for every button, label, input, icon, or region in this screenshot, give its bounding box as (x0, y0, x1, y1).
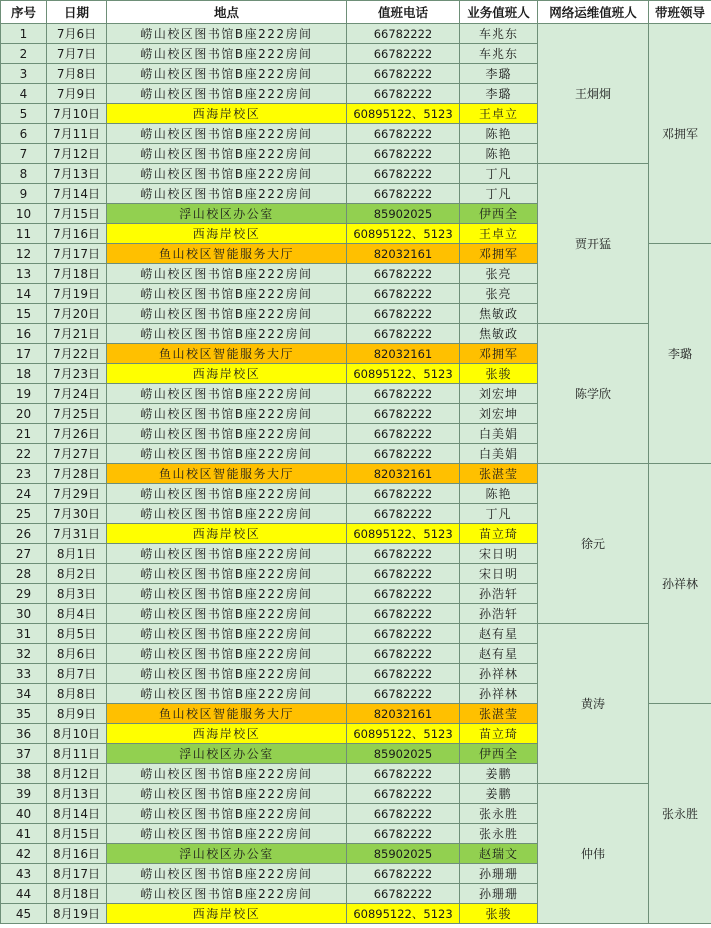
cell-date: 7月13日 (47, 164, 107, 184)
cell-place: 崂山校区图书馆B座222房间 (107, 84, 347, 104)
cell-phone: 82032161 (347, 244, 460, 264)
header-business-staff: 业务值班人 (460, 1, 538, 24)
cell-business-staff: 伊西全 (460, 204, 538, 224)
cell-business-staff: 宋日明 (460, 544, 538, 564)
cell-place: 崂山校区图书馆B座222房间 (107, 864, 347, 884)
cell-phone: 60895122、5123 (347, 104, 460, 124)
cell-business-staff: 孙祥林 (460, 684, 538, 704)
cell-business-staff: 王卓立 (460, 224, 538, 244)
cell-place: 崂山校区图书馆B座222房间 (107, 444, 347, 464)
cell-date: 7月24日 (47, 384, 107, 404)
cell-business-staff: 陈艳 (460, 484, 538, 504)
cell-seq: 45 (1, 904, 47, 924)
cell-date: 7月27日 (47, 444, 107, 464)
header-date: 日期 (47, 1, 107, 24)
table-row (1, 164, 711, 184)
cell-business-staff: 李璐 (460, 84, 538, 104)
cell-date: 8月11日 (47, 744, 107, 764)
cell-date: 7月30日 (47, 504, 107, 524)
cell-place: 崂山校区图书馆B座222房间 (107, 304, 347, 324)
cell-seq: 35 (1, 704, 47, 724)
cell-network-staff: 陈学欣 (538, 324, 649, 464)
cell-seq: 2 (1, 44, 47, 64)
cell-business-staff: 车兆东 (460, 24, 538, 44)
cell-seq: 43 (1, 864, 47, 884)
table-row (1, 624, 711, 644)
cell-phone: 66782222 (347, 164, 460, 184)
cell-place: 浮山校区办公室 (107, 204, 347, 224)
cell-place: 崂山校区图书馆B座222房间 (107, 604, 347, 624)
cell-phone: 66782222 (347, 684, 460, 704)
cell-seq: 3 (1, 64, 47, 84)
cell-leader: 邓拥军 (649, 24, 711, 244)
cell-place: 崂山校区图书馆B座222房间 (107, 544, 347, 564)
cell-date: 8月6日 (47, 644, 107, 664)
cell-leader: 李璐 (649, 244, 711, 464)
cell-business-staff: 伊西全 (460, 744, 538, 764)
cell-business-staff: 白美娟 (460, 444, 538, 464)
cell-business-staff: 赵有星 (460, 644, 538, 664)
cell-seq: 13 (1, 264, 47, 284)
cell-place: 鱼山校区智能服务大厅 (107, 464, 347, 484)
table-row (1, 24, 711, 44)
cell-place: 西海岸校区 (107, 724, 347, 744)
cell-business-staff: 张永胜 (460, 804, 538, 824)
cell-seq: 24 (1, 484, 47, 504)
cell-network-staff: 黄涛 (538, 624, 649, 784)
cell-phone: 66782222 (347, 444, 460, 464)
cell-seq: 41 (1, 824, 47, 844)
cell-phone: 66782222 (347, 144, 460, 164)
cell-business-staff: 丁凡 (460, 184, 538, 204)
cell-phone: 66782222 (347, 584, 460, 604)
cell-place: 崂山校区图书馆B座222房间 (107, 884, 347, 904)
cell-place: 崂山校区图书馆B座222房间 (107, 404, 347, 424)
cell-phone: 66782222 (347, 544, 460, 564)
cell-place: 崂山校区图书馆B座222房间 (107, 24, 347, 44)
cell-place: 浮山校区办公室 (107, 844, 347, 864)
cell-place: 崂山校区图书馆B座222房间 (107, 784, 347, 804)
cell-phone: 66782222 (347, 884, 460, 904)
cell-place: 崂山校区图书馆B座222房间 (107, 324, 347, 344)
cell-network-staff: 仲伟 (538, 784, 649, 924)
table-row (1, 464, 711, 484)
cell-place: 西海岸校区 (107, 524, 347, 544)
cell-phone: 85902025 (347, 844, 460, 864)
cell-business-staff: 焦敏政 (460, 324, 538, 344)
cell-phone: 66782222 (347, 804, 460, 824)
cell-network-staff: 贾开猛 (538, 164, 649, 324)
cell-seq: 4 (1, 84, 47, 104)
cell-phone: 66782222 (347, 864, 460, 884)
cell-date: 8月14日 (47, 804, 107, 824)
cell-seq: 42 (1, 844, 47, 864)
cell-date: 8月9日 (47, 704, 107, 724)
cell-phone: 85902025 (347, 744, 460, 764)
cell-date: 7月14日 (47, 184, 107, 204)
cell-phone: 60895122、5123 (347, 224, 460, 244)
cell-date: 8月3日 (47, 584, 107, 604)
cell-date: 7月16日 (47, 224, 107, 244)
cell-seq: 9 (1, 184, 47, 204)
cell-place: 崂山校区图书馆B座222房间 (107, 284, 347, 304)
cell-business-staff: 张湛莹 (460, 464, 538, 484)
cell-phone: 66782222 (347, 184, 460, 204)
cell-phone: 66782222 (347, 404, 460, 424)
cell-place: 崂山校区图书馆B座222房间 (107, 584, 347, 604)
cell-seq: 32 (1, 644, 47, 664)
cell-business-staff: 苗立琦 (460, 724, 538, 744)
cell-place: 西海岸校区 (107, 364, 347, 384)
cell-place: 崂山校区图书馆B座222房间 (107, 144, 347, 164)
cell-phone: 66782222 (347, 484, 460, 504)
cell-phone: 66782222 (347, 604, 460, 624)
cell-place: 崂山校区图书馆B座222房间 (107, 424, 347, 444)
cell-business-staff: 宋日明 (460, 564, 538, 584)
cell-date: 7月18日 (47, 264, 107, 284)
cell-seq: 20 (1, 404, 47, 424)
cell-place: 崂山校区图书馆B座222房间 (107, 504, 347, 524)
cell-seq: 26 (1, 524, 47, 544)
cell-phone: 66782222 (347, 764, 460, 784)
cell-seq: 23 (1, 464, 47, 484)
cell-date: 7月29日 (47, 484, 107, 504)
cell-seq: 28 (1, 564, 47, 584)
cell-seq: 1 (1, 24, 47, 44)
cell-seq: 31 (1, 624, 47, 644)
cell-seq: 34 (1, 684, 47, 704)
cell-date: 7月10日 (47, 104, 107, 124)
cell-phone: 66782222 (347, 64, 460, 84)
cell-phone: 66782222 (347, 664, 460, 684)
cell-phone: 82032161 (347, 464, 460, 484)
cell-place: 崂山校区图书馆B座222房间 (107, 824, 347, 844)
cell-phone: 66782222 (347, 784, 460, 804)
cell-phone: 60895122、5123 (347, 904, 460, 924)
cell-phone: 60895122、5123 (347, 524, 460, 544)
cell-seq: 7 (1, 144, 47, 164)
cell-date: 7月19日 (47, 284, 107, 304)
cell-seq: 38 (1, 764, 47, 784)
schedule-body (1, 24, 711, 924)
cell-place: 崂山校区图书馆B座222房间 (107, 164, 347, 184)
cell-date: 8月17日 (47, 864, 107, 884)
cell-date: 7月6日 (47, 24, 107, 44)
cell-business-staff: 邓拥军 (460, 344, 538, 364)
cell-place: 崂山校区图书馆B座222房间 (107, 124, 347, 144)
cell-place: 崂山校区图书馆B座222房间 (107, 64, 347, 84)
cell-business-staff: 李璐 (460, 64, 538, 84)
header-place: 地点 (107, 1, 347, 24)
cell-date: 7月9日 (47, 84, 107, 104)
cell-date: 7月20日 (47, 304, 107, 324)
cell-date: 8月12日 (47, 764, 107, 784)
cell-seq: 15 (1, 304, 47, 324)
cell-business-staff: 车兆东 (460, 44, 538, 64)
cell-seq: 10 (1, 204, 47, 224)
cell-seq: 8 (1, 164, 47, 184)
cell-business-staff: 赵有星 (460, 624, 538, 644)
cell-phone: 66782222 (347, 264, 460, 284)
table-row (1, 324, 711, 344)
cell-date: 7月23日 (47, 364, 107, 384)
cell-phone: 66782222 (347, 44, 460, 64)
cell-place: 崂山校区图书馆B座222房间 (107, 44, 347, 64)
cell-business-staff: 孙浩轩 (460, 584, 538, 604)
cell-place: 崂山校区图书馆B座222房间 (107, 624, 347, 644)
cell-seq: 14 (1, 284, 47, 304)
cell-seq: 5 (1, 104, 47, 124)
cell-date: 7月31日 (47, 524, 107, 544)
cell-phone: 66782222 (347, 84, 460, 104)
cell-phone: 66782222 (347, 624, 460, 644)
cell-place: 鱼山校区智能服务大厅 (107, 244, 347, 264)
cell-date: 8月18日 (47, 884, 107, 904)
cell-business-staff: 丁凡 (460, 504, 538, 524)
cell-leader: 张永胜 (649, 704, 711, 924)
header-network-staff: 网络运维值班人 (538, 1, 649, 24)
cell-network-staff: 徐元 (538, 464, 649, 624)
cell-network-staff: 王炯炯 (538, 24, 649, 164)
cell-date: 8月15日 (47, 824, 107, 844)
cell-business-staff: 姜鹏 (460, 784, 538, 804)
cell-date: 7月17日 (47, 244, 107, 264)
cell-phone: 82032161 (347, 344, 460, 364)
header-leader: 带班领导 (649, 1, 711, 24)
cell-seq: 33 (1, 664, 47, 684)
cell-phone: 66782222 (347, 24, 460, 44)
cell-seq: 21 (1, 424, 47, 444)
cell-phone: 66782222 (347, 324, 460, 344)
cell-phone: 85902025 (347, 204, 460, 224)
cell-seq: 17 (1, 344, 47, 364)
cell-place: 崂山校区图书馆B座222房间 (107, 384, 347, 404)
cell-place: 崂山校区图书馆B座222房间 (107, 484, 347, 504)
cell-phone: 66782222 (347, 284, 460, 304)
cell-business-staff: 孙祥林 (460, 664, 538, 684)
cell-seq: 27 (1, 544, 47, 564)
cell-seq: 16 (1, 324, 47, 344)
cell-business-staff: 邓拥军 (460, 244, 538, 264)
cell-business-staff: 张骏 (460, 904, 538, 924)
table-row (1, 784, 711, 804)
cell-date: 7月8日 (47, 64, 107, 84)
cell-phone: 82032161 (347, 704, 460, 724)
cell-leader: 孙祥林 (649, 464, 711, 704)
cell-date: 8月1日 (47, 544, 107, 564)
header-phone: 值班电话 (347, 1, 460, 24)
cell-seq: 25 (1, 504, 47, 524)
cell-date: 7月28日 (47, 464, 107, 484)
cell-seq: 37 (1, 744, 47, 764)
cell-seq: 29 (1, 584, 47, 604)
cell-seq: 19 (1, 384, 47, 404)
cell-place: 鱼山校区智能服务大厅 (107, 704, 347, 724)
cell-place: 西海岸校区 (107, 104, 347, 124)
cell-phone: 66782222 (347, 424, 460, 444)
cell-business-staff: 姜鹏 (460, 764, 538, 784)
cell-date: 7月11日 (47, 124, 107, 144)
cell-date: 8月16日 (47, 844, 107, 864)
cell-business-staff: 张湛莹 (460, 704, 538, 724)
cell-business-staff: 张亮 (460, 264, 538, 284)
cell-seq: 39 (1, 784, 47, 804)
header-row (1, 1, 711, 24)
cell-seq: 36 (1, 724, 47, 744)
cell-place: 崂山校区图书馆B座222房间 (107, 804, 347, 824)
cell-business-staff: 白美娟 (460, 424, 538, 444)
cell-seq: 22 (1, 444, 47, 464)
cell-phone: 66782222 (347, 124, 460, 144)
cell-phone: 66782222 (347, 644, 460, 664)
cell-phone: 60895122、5123 (347, 364, 460, 384)
cell-business-staff: 丁凡 (460, 164, 538, 184)
cell-date: 7月7日 (47, 44, 107, 64)
cell-business-staff: 刘宏坤 (460, 404, 538, 424)
cell-date: 8月2日 (47, 564, 107, 584)
cell-business-staff: 焦敏政 (460, 304, 538, 324)
cell-seq: 11 (1, 224, 47, 244)
cell-business-staff: 陈艳 (460, 124, 538, 144)
cell-date: 8月13日 (47, 784, 107, 804)
cell-place: 西海岸校区 (107, 224, 347, 244)
cell-business-staff: 孙浩轩 (460, 604, 538, 624)
cell-phone: 66782222 (347, 824, 460, 844)
cell-date: 8月4日 (47, 604, 107, 624)
cell-date: 8月7日 (47, 664, 107, 684)
cell-place: 浮山校区办公室 (107, 744, 347, 764)
cell-place: 鱼山校区智能服务大厅 (107, 344, 347, 364)
cell-business-staff: 张亮 (460, 284, 538, 304)
cell-place: 崂山校区图书馆B座222房间 (107, 264, 347, 284)
cell-place: 崂山校区图书馆B座222房间 (107, 764, 347, 784)
cell-business-staff: 赵瑞文 (460, 844, 538, 864)
cell-date: 7月25日 (47, 404, 107, 424)
cell-phone: 66782222 (347, 504, 460, 524)
cell-business-staff: 孙珊珊 (460, 864, 538, 884)
cell-date: 7月26日 (47, 424, 107, 444)
cell-date: 8月5日 (47, 624, 107, 644)
cell-business-staff: 苗立琦 (460, 524, 538, 544)
cell-business-staff: 陈艳 (460, 144, 538, 164)
cell-place: 崂山校区图书馆B座222房间 (107, 684, 347, 704)
cell-business-staff: 刘宏坤 (460, 384, 538, 404)
cell-place: 西海岸校区 (107, 904, 347, 924)
cell-place: 崂山校区图书馆B座222房间 (107, 644, 347, 664)
cell-place: 崂山校区图书馆B座222房间 (107, 664, 347, 684)
cell-phone: 66782222 (347, 564, 460, 584)
cell-seq: 44 (1, 884, 47, 904)
cell-date: 7月12日 (47, 144, 107, 164)
cell-place: 崂山校区图书馆B座222房间 (107, 564, 347, 584)
cell-date: 8月10日 (47, 724, 107, 744)
cell-phone: 60895122、5123 (347, 724, 460, 744)
cell-date: 7月21日 (47, 324, 107, 344)
cell-seq: 12 (1, 244, 47, 264)
cell-date: 7月22日 (47, 344, 107, 364)
cell-business-staff: 王卓立 (460, 104, 538, 124)
cell-seq: 30 (1, 604, 47, 624)
header-seq: 序号 (1, 1, 47, 24)
cell-business-staff: 张永胜 (460, 824, 538, 844)
cell-business-staff: 孙珊珊 (460, 884, 538, 904)
cell-date: 8月19日 (47, 904, 107, 924)
cell-seq: 18 (1, 364, 47, 384)
cell-date: 8月8日 (47, 684, 107, 704)
cell-phone: 66782222 (347, 304, 460, 324)
cell-seq: 40 (1, 804, 47, 824)
cell-phone: 66782222 (347, 384, 460, 404)
cell-seq: 6 (1, 124, 47, 144)
cell-place: 崂山校区图书馆B座222房间 (107, 184, 347, 204)
cell-business-staff: 张骏 (460, 364, 538, 384)
cell-date: 7月15日 (47, 204, 107, 224)
